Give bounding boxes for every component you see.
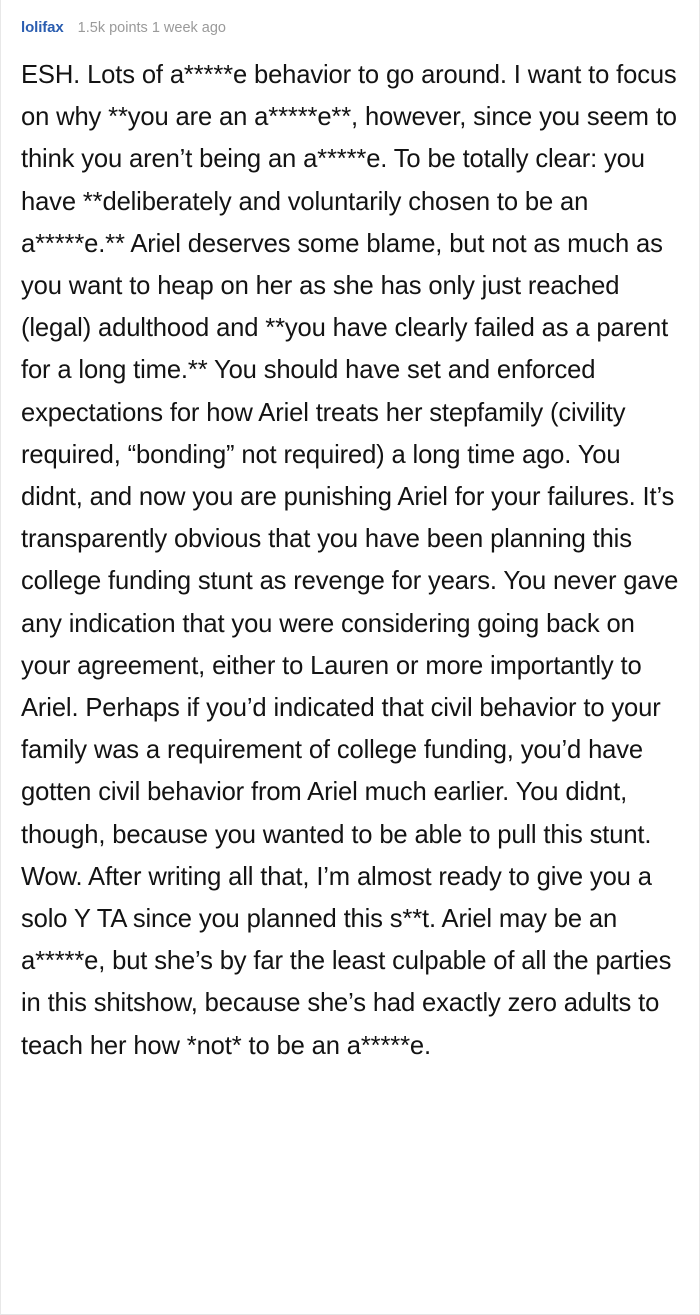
comment-header (21, 20, 679, 42)
comment-author-link[interactable]: lolifax (21, 19, 64, 36)
comment-body-text: ESH. Lots of a*****e behavior to go around. I want to focus on why **you are an a*****e**, however, since you seem to think you aren’t being an a*****e. To be totally clear: you have **deliberately and voluntarily chosen to be an a*****e.** Ariel deserves some blame, but not as much as you want to heap on her as she has only just reached (legal) adulthood and **you have clearly failed as a parent for a long time.** You should have set and enforced expectations for how Ariel treats her stepfamily (civility required, “bonding” not required) a long time ago. You didnt, and now you are punishing Ariel for your failures. It’s transparently obvious that you have been planning this college funding stunt as revenge for years. You never gave any indication that you were considering going back on your agreement, either to Lauren or more importantly to Ariel. Perhaps if you’d indicated that civil behavior to your family was a requirement of college funding, you’d have gotten civil behavior from Ariel much earlier. You didnt, though, because you wanted to be able to pull this stunt. Wow. After writing all that, I’m almost ready to give you a solo Y TA since you planned this s**t. Ariel may be an a*****e, but she’s by far the least culpable of all the parties in this shitshow, because she’s had exactly zero adults to teach her how *not* to be an a*****e. (21, 61, 679, 1060)
comment-container (1, 0, 699, 1067)
comment-metadata: 1.5k points 1 week ago (77, 20, 226, 36)
comment-body (21, 54, 679, 1067)
